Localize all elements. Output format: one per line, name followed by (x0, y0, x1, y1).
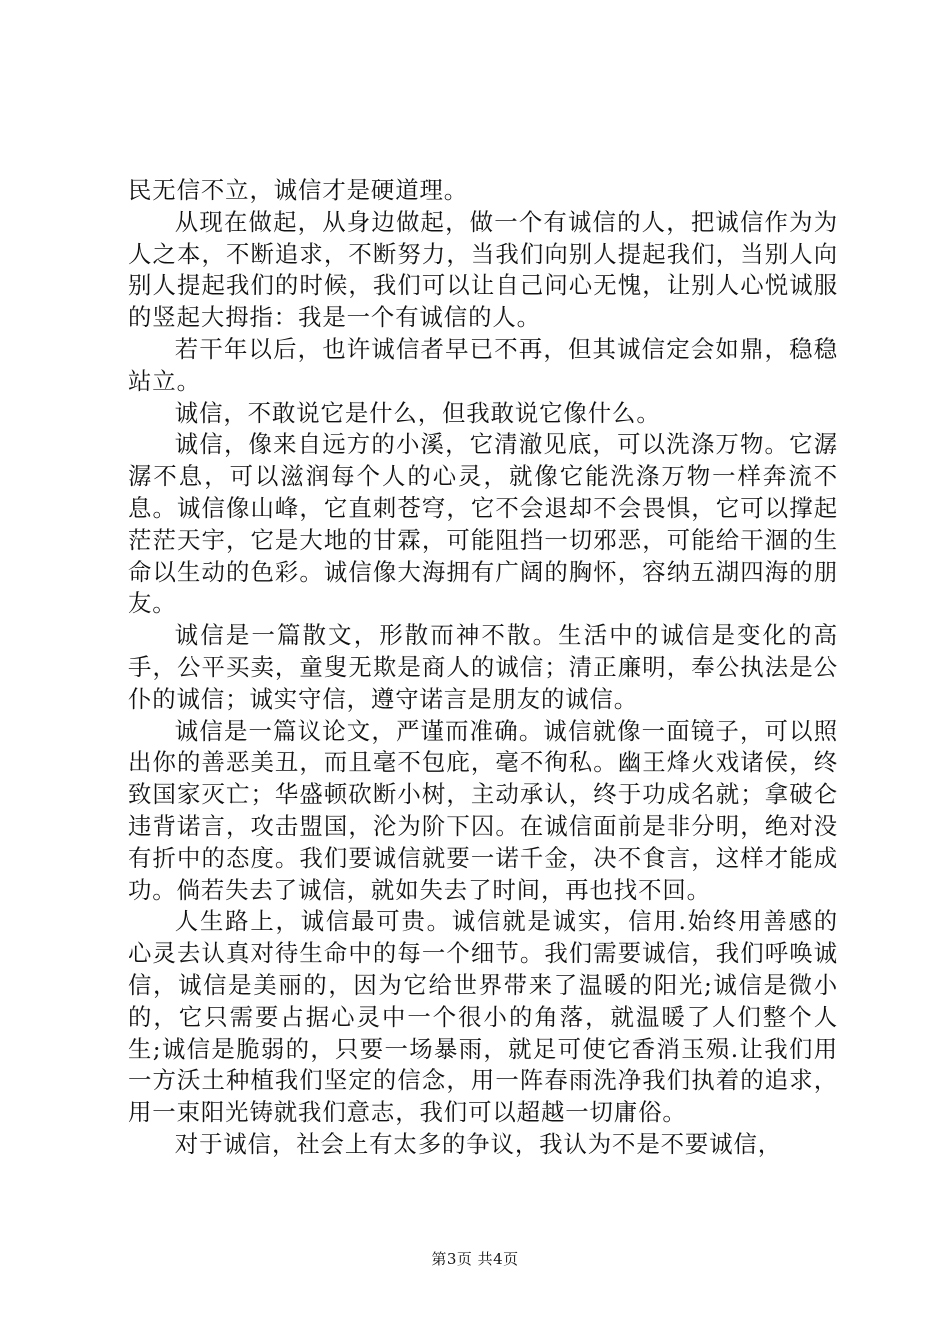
paragraph-6: 诚信是一篇散文，形散而神不散。生活中的诚信是变化的高手，公平买卖，童叟无欺是商人的诚信；清正廉明，奉公执法是公仆的诚信；诚实守信，遵守诺言是朋友的诚信。 (128, 621, 838, 713)
paragraph-2: 从现在做起，从身边做起，做一个有诚信的人，把诚信作为为人之本，不断追求，不断努力，当我们向别人提起我们，当别人向别人提起我们的时候，我们可以让自己问心无愧，让别人心悦诚服的竖起大拇指：我是一个有诚信的人。 (128, 207, 838, 332)
paragraph-7: 诚信是一篇议论文，严谨而准确。诚信就像一面镜子，可以照出你的善恶美丑，而且毫不包庇，毫不徇私。幽王烽火戏诸侯，终致国家灭亡；华盛顿砍断小树，主动承认，终于功成名就；拿破仑违背诺言，攻击盟国，沦为阶下囚。在诚信面前是非分明，绝对没有折中的态度。我们要诚信就要一诺千金，决不食言，这样才能成功。倘若失去了诚信，就如失去了时间，再也找不回。 (128, 716, 838, 904)
paragraph-5: 诚信，像来自远方的小溪，它清澈见底，可以洗涤万物。它潺潺不息，可以滋润每个人的心灵，就像它能洗涤万物一样奔流不息。诚信像山峰，它直刺苍穹，它不会退却不会畏惧，它可以撑起茫茫天宇，它是大地的甘霖，可能阻挡一切邪恶，可能给干涸的生命以生动的色彩。诚信像大海拥有广阔的胸怀，容纳五湖四海的朋友。 (128, 430, 838, 618)
paragraph-1: 民无信不立，诚信才是硬道理。 (128, 176, 469, 204)
paragraph-3: 若干年以后，也许诚信者早已不再，但其诚信定会如鼎，稳稳站立。 (128, 334, 838, 395)
paragraph-8: 人生路上，诚信最可贵。诚信就是诚实，信用.始终用善感的心灵去认真对待生命中的每一个细节。我们需要诚信，我们呼唤诚信，诚信是美丽的，因为它给世界带来了温暖的阳光;诚信是微小的，它只需要占据心灵中一个很小的角落，就温暖了人们整个人生;诚信是脆弱的，只要一场暴雨，就足可使它香消玉殒.让我们用一方沃土种植我们坚定的信念，用一阵春雨洗净我们执着的追求，用一束阳光铸就我们意志，我们可以超越一切庸俗。 (128, 907, 838, 1127)
page-number-footer: 第3页 共4页 (431, 1250, 519, 1268)
paragraph-9: 对于诚信，社会上有太多的争议，我认为不是不要诚信， (174, 1129, 783, 1158)
paragraph-4: 诚信，不敢说它是什么，但我敢说它像什么。 (174, 398, 661, 427)
body-text (128, 175, 838, 1161)
